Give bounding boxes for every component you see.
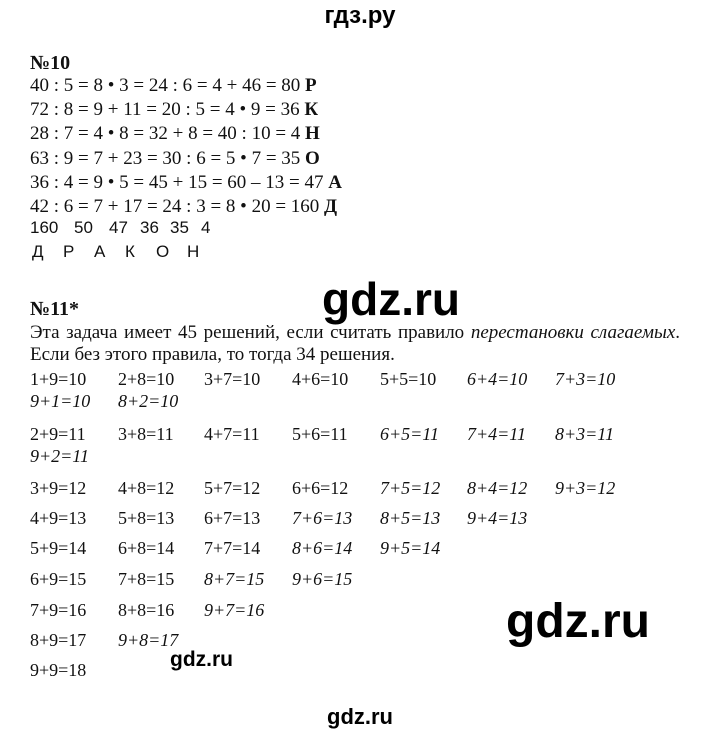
watermark-small: gdz.ru	[170, 648, 233, 671]
answer-number: 160	[30, 218, 59, 237]
sum-equation: 9+8=17	[118, 630, 179, 650]
sum-equation: 2+9=11	[30, 424, 86, 444]
equation-line	[30, 122, 342, 146]
watermark-middle: gdz.ru	[322, 273, 460, 325]
sum-equation: 5+7=12	[204, 478, 261, 498]
equation-expression: 72 : 8 = 9 + 11 = 20 : 5 = 4 • 9 = 36	[30, 99, 305, 121]
answer-number: 50	[74, 218, 93, 237]
sum-equation: 8+9=17	[30, 630, 87, 650]
sum-equation: 8+6=14	[292, 538, 353, 558]
sum-equation: 9+9=18	[30, 660, 87, 680]
sum-equation: 1+9=10	[30, 369, 87, 389]
answer-number: 47	[109, 218, 128, 237]
sum-equation: 8+2=10	[118, 391, 179, 411]
sum-equation: 6+9=15	[30, 569, 87, 589]
sum-equation: 8+3=11	[555, 424, 614, 444]
sum-equation: 6+4=10	[467, 369, 528, 389]
task-11-description	[30, 322, 680, 366]
sum-equation: 2+8=10	[118, 369, 175, 389]
sum-equation: 5+6=11	[292, 424, 348, 444]
equation-letter: К	[304, 99, 319, 121]
answer-letter: А	[94, 242, 106, 261]
answer-letter: Д	[32, 242, 44, 261]
answer-letter: Н	[187, 242, 200, 261]
task-10-equations	[30, 74, 342, 219]
answer-letter: К	[125, 242, 135, 261]
equation-line	[30, 195, 342, 219]
sum-equation: 4+9=13	[30, 508, 87, 528]
answer-number: 35	[170, 218, 189, 237]
sum-equation: 5+5=10	[380, 369, 437, 389]
desc-text-after: . Если без этого правила, то тогда 34 решения.	[30, 322, 680, 365]
sum-equation: 3+7=10	[204, 369, 261, 389]
sum-equation: 6+7=13	[204, 508, 261, 528]
equation-letter: Д	[324, 195, 338, 217]
answer-letter: Р	[63, 242, 75, 261]
desc-text-before: Эта задача имеет 45 решений, если считать правило	[30, 322, 471, 343]
equation-expression: 36 : 4 = 9 • 5 = 45 + 15 = 60 – 13 = 47	[30, 171, 329, 193]
equation-line	[30, 147, 342, 171]
equation-line	[30, 98, 342, 122]
equation-expression: 28 : 7 = 4 • 8 = 32 + 8 = 40 : 10 = 4	[30, 123, 306, 145]
sum-equation: 7+5=12	[380, 478, 441, 498]
answer-number: 36	[140, 218, 159, 237]
sum-equation: 9+2=11	[30, 446, 89, 466]
sum-equation: 9+4=13	[467, 508, 528, 528]
equation-expression: 63 : 9 = 7 + 23 = 30 : 6 = 5 • 7 = 35	[30, 147, 306, 169]
watermark-bottom: gdz.ru	[327, 704, 393, 729]
sum-equation: 8+4=12	[467, 478, 528, 498]
sum-equation: 7+3=10	[555, 369, 616, 389]
sum-equation: 9+7=16	[204, 600, 265, 620]
watermark-top: гдз.ру	[324, 2, 396, 29]
sum-equation: 8+7=15	[204, 569, 265, 589]
desc-text-italic: перестановки слагаемых	[470, 322, 676, 343]
equation-line	[30, 74, 342, 98]
equation-letter: А	[328, 171, 342, 193]
sum-equation: 9+1=10	[30, 391, 91, 411]
equation-letter: О	[305, 147, 320, 169]
task-10-answer-letters	[32, 242, 218, 262]
sum-equation: 8+5=13	[380, 508, 441, 528]
sum-equation: 7+8=15	[118, 569, 175, 589]
sum-equation: 6+6=12	[292, 478, 349, 498]
sum-equation: 6+5=11	[380, 424, 439, 444]
answer-letter: О	[156, 242, 170, 261]
answer-number: 4	[201, 218, 211, 237]
task-10-title: №10	[30, 52, 71, 74]
sum-equation: 8+8=16	[118, 600, 175, 620]
sum-equation: 4+8=12	[118, 478, 175, 498]
sum-equation: 9+3=12	[555, 478, 616, 498]
task-10-answer-numbers	[30, 218, 221, 238]
sum-equation: 3+9=12	[30, 478, 87, 498]
equation-expression: 42 : 6 = 7 + 17 = 24 : 3 = 8 • 20 = 160	[30, 195, 325, 217]
sum-equation: 5+8=13	[118, 508, 175, 528]
sum-equation: 7+7=14	[204, 538, 261, 558]
sum-equation: 9+6=15	[292, 569, 353, 589]
sum-equation: 6+8=14	[118, 538, 175, 558]
sum-equation: 9+5=14	[380, 538, 441, 558]
sum-equation: 7+9=16	[30, 600, 87, 620]
sum-equation: 4+7=11	[204, 424, 260, 444]
sum-equation: 5+9=14	[30, 538, 87, 558]
equation-expression: 40 : 5 = 8 • 3 = 24 : 6 = 4 + 46 = 80	[30, 75, 306, 96]
equation-letter: Р	[305, 75, 317, 96]
equation-letter: Н	[305, 123, 320, 145]
sum-equation: 3+8=11	[118, 424, 174, 444]
equation-line	[30, 171, 342, 195]
watermark-right: gdz.ru	[506, 595, 650, 648]
task-11-title: №11*	[30, 298, 79, 320]
sum-equation: 4+6=10	[292, 369, 349, 389]
sum-equation: 7+4=11	[467, 424, 526, 444]
sum-equation: 7+6=13	[292, 508, 353, 528]
